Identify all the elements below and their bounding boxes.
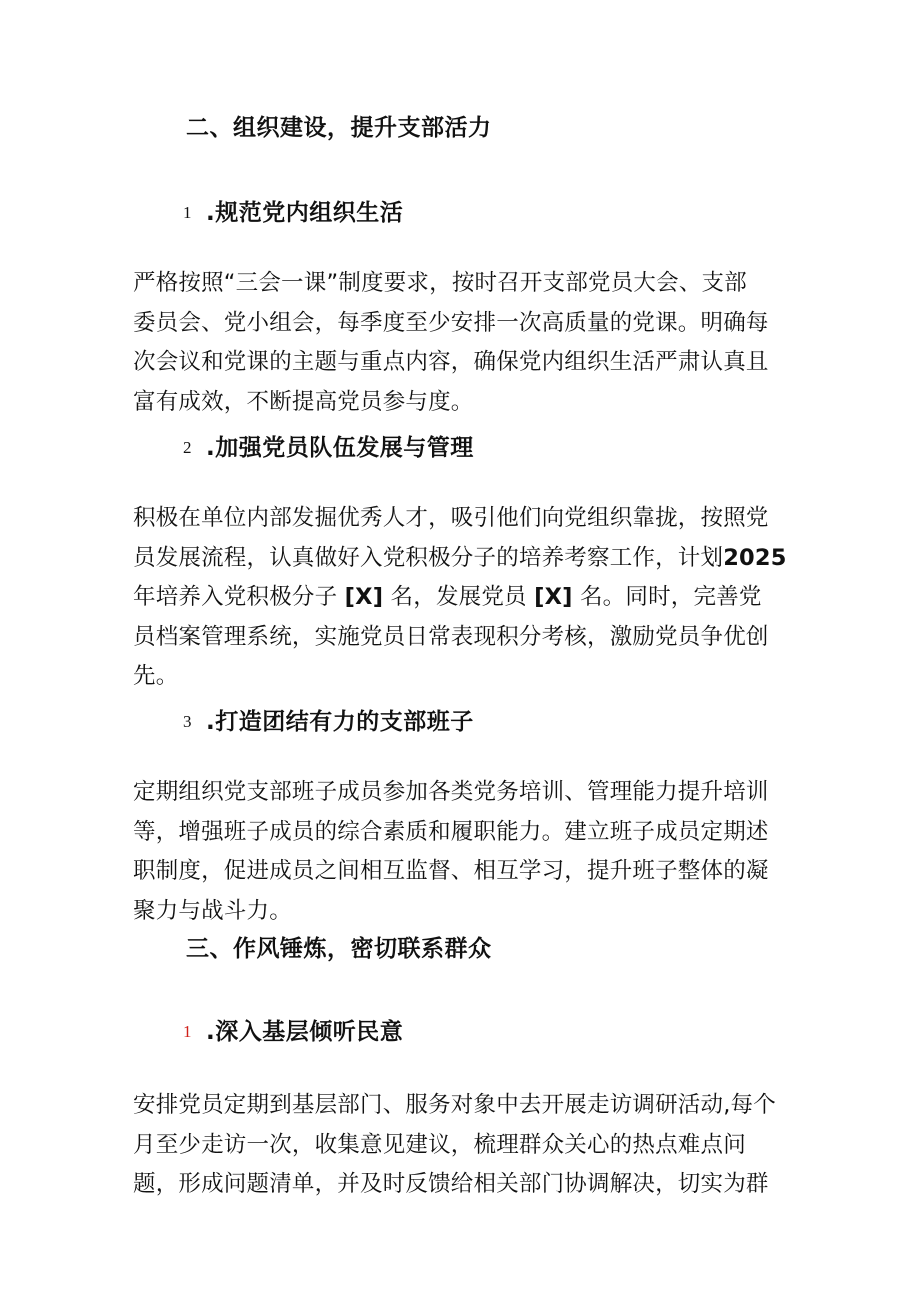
paragraph-line: 月至少走访一次，收集意见建议，梳理群众关心的热点难点问: [133, 1131, 746, 1158]
paragraph-text: 名，发展党员: [390, 584, 527, 610]
subsection-number: 1: [183, 203, 192, 222]
paragraph-line: 员档案管理系统，实施党员日常表现积分考核，激励党员争优创: [133, 623, 769, 650]
paragraph-line: 题，形成问题清单，并及时反馈给相关部门协调解决，切实为群: [133, 1171, 769, 1197]
paragraph-line: 先。: [133, 663, 179, 689]
paragraph-line: 次会议和党课的主题与重点内容，确保党内组织生活严肃认真且: [133, 349, 769, 375]
subsection-title: .加强党员队伍发展与管理: [206, 435, 474, 461]
paragraph-line: 富有成效，不断提高党员参与度。: [133, 388, 474, 415]
placeholder-count: [X]: [534, 584, 573, 610]
paragraph-line: 积极在单位内部发掘优秀人才，吸引他们向党组织靠拢，按照党: [133, 505, 769, 531]
paragraph-line: 等，增强班子成员的综合素质和履职能力。建立班子成员定期述: [133, 818, 769, 845]
subsection-number: 1: [183, 1022, 192, 1041]
subsection-number: 2: [183, 438, 192, 457]
subsection-title: .规范党内组织生活: [206, 200, 404, 226]
paragraph-text: 员发展流程，认真做好入党积极分子的培养考察工作，计划: [133, 544, 724, 571]
section-heading: 三、作风锤炼，密切联系群众: [186, 936, 492, 962]
subsection-heading: [183, 706, 474, 738]
paragraph-line: 安排党员定期到基层部门、服务对象中去开展走访调研活动,每个: [133, 1092, 776, 1118]
paragraph-line: [133, 539, 793, 579]
paragraph-line: 聚力与战斗力。: [133, 897, 292, 924]
paragraph-line: 委员会、党小组会，每季度至少安排一次高质量的党课。明确每: [133, 309, 769, 336]
paragraph: [133, 499, 793, 697]
placeholder-count: [X]: [344, 584, 384, 610]
subsection-heading: [183, 1016, 403, 1048]
paragraph: [133, 1086, 793, 1205]
paragraph-text: 名。同时，完善党: [579, 584, 762, 610]
paragraph-line: 定期组织党支部班子成员参加各类党务培训、管理能力提升培训: [133, 779, 769, 805]
paragraph-line: 职制度，促进成员之间相互监督、相互学习，提升班子整体的凝: [133, 858, 769, 884]
subsection-title: .深入基层倾听民意: [206, 1019, 404, 1045]
plan-year: 2025: [723, 544, 787, 571]
subsection-heading: [183, 197, 403, 229]
subsection-title: .打造团结有力的支部班子: [206, 709, 474, 735]
paragraph-text: 年培养入党积极分子: [133, 584, 338, 610]
paragraph-line: 严格按照“三会一课”制度要求，按时召开支部党员大会、支部: [133, 270, 747, 296]
paragraph-line: [133, 578, 793, 618]
paragraph: [133, 773, 793, 931]
paragraph: [133, 264, 793, 422]
subsection-number: 3: [183, 712, 192, 731]
section-heading: 二、组织建设，提升支部活力: [186, 115, 492, 141]
subsection-heading: [183, 432, 474, 464]
